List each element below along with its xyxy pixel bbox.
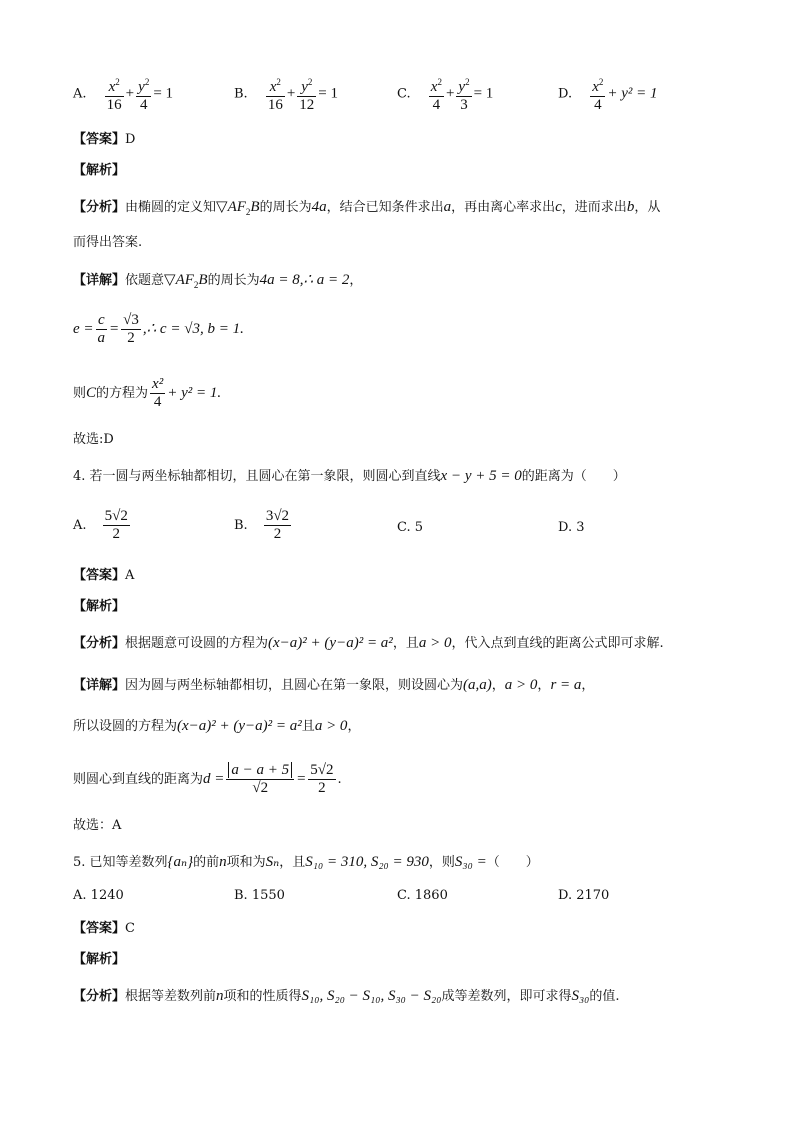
q5-stem: 5. 已知等差数列{aₙ}的前n项和为Sₙ，且S₁₀ = 310, S₂₀ = 930，则S₃₀ =（ ） xyxy=(73,854,539,870)
q4-distance-line: 则圆心到直线的距离为d = $\frac{a - a + 5}{√2}$ = $\frac{5√2}{2}$ . xyxy=(73,762,342,796)
q3-equation-line: 则C的方程为 $\frac{\text{x²}}{4}$ + y² = 1. xyxy=(73,376,222,410)
q5-option-b[interactable]: B. 1550 xyxy=(234,888,285,903)
q4-guxuan: 故选：A xyxy=(73,818,122,833)
q5-fenxi: 【分析】根据等差数列前n项和的性质得S₁₀, S₂₀ − S₁₀, S₃₀ − S₂₀成等差数列，即可求得S₃₀的值. xyxy=(73,988,620,1004)
q3-option-c[interactable]: C. $\frac{x^2}{4}$ + $\frac{y^2}{3}$ = 1 xyxy=(397,74,493,114)
q4-option-b[interactable]: B. $\frac{3√2}{2}$ xyxy=(234,508,290,542)
q3-xiangjie-line1: 【详解】依题意$▽AF_2B$的周长为4a = 8,∴ a = 2， xyxy=(73,272,363,290)
q4-jiexi-heading: 【解析】 xyxy=(73,599,126,614)
q4-answer: 【答案】A xyxy=(73,568,135,583)
q3-option-d[interactable]: D. $\frac{x^2}{4}$ + y² = 1 xyxy=(558,74,658,114)
answer-value: D xyxy=(125,132,136,147)
q3-answer xyxy=(73,130,135,150)
q3-fenxi-line1: 【分析】由椭圆的定义知$▽AF_2B$的周长为4a，结合已知条件求出a，再由离心率求出c，进而求出b，从 xyxy=(73,199,661,217)
q4-xiangjie: 【详解】因为圆与两坐标轴都相切，且圆心在第一象限，则设圆心为(a,a)，a > 0，r = a， xyxy=(73,677,595,693)
option-letter: D. xyxy=(558,86,573,102)
q3-fenxi-line2: 而得出答案. xyxy=(73,235,143,250)
q4-option-a[interactable]: A. $\frac{5√2}{2}$ xyxy=(73,508,128,542)
q4-fenxi: 【分析】根据题意可设圆的方程为(x−a)² + (y−a)² = a²，且a > 0，代入点到直线的距离公式即可求解. xyxy=(73,635,664,651)
q4-option-c[interactable]: C. 5 xyxy=(397,520,424,535)
q5-option-d[interactable]: D. 2170 xyxy=(558,888,610,903)
q3-guxuan: 故选:D xyxy=(73,432,114,447)
option-letter: A. xyxy=(73,86,87,102)
q5-answer: 【答案】C xyxy=(73,921,135,936)
q3-jiexi-heading: 【解析】 xyxy=(73,163,126,178)
q3-option-a[interactable]: A. $\frac{x^2}{16}$ + $\frac{y^2}{4}$ = 1 xyxy=(73,74,173,114)
q4-option-d[interactable]: D. 3 xyxy=(558,520,585,535)
q4-suoyi: 所以设圆的方程为(x−a)² + (y−a)² = a²且a > 0， xyxy=(73,718,361,734)
q4-stem: 4. 若一圆与两坐标轴都相切，且圆心在第一象限，则圆心到直线x − y + 5 = 0的距离为（ ） xyxy=(73,468,626,484)
q3-option-b[interactable]: B. $\frac{x^2}{16}$ + $\frac{y^2}{12}$ = 1 xyxy=(234,74,338,114)
q5-option-a[interactable]: A. 1240 xyxy=(73,888,124,903)
option-letter: B. xyxy=(234,86,248,102)
answer-tag: 【答案】 xyxy=(73,132,126,147)
q3-eccentricity-line: e = $\frac{c}{a}$ = $\frac{√3}{2}$ ,∴ c = √3, b = 1. xyxy=(73,312,244,346)
q5-jiexi-heading: 【解析】 xyxy=(73,952,126,967)
q5-option-c[interactable]: C. 1860 xyxy=(397,888,448,903)
option-letter: C. xyxy=(397,86,411,102)
